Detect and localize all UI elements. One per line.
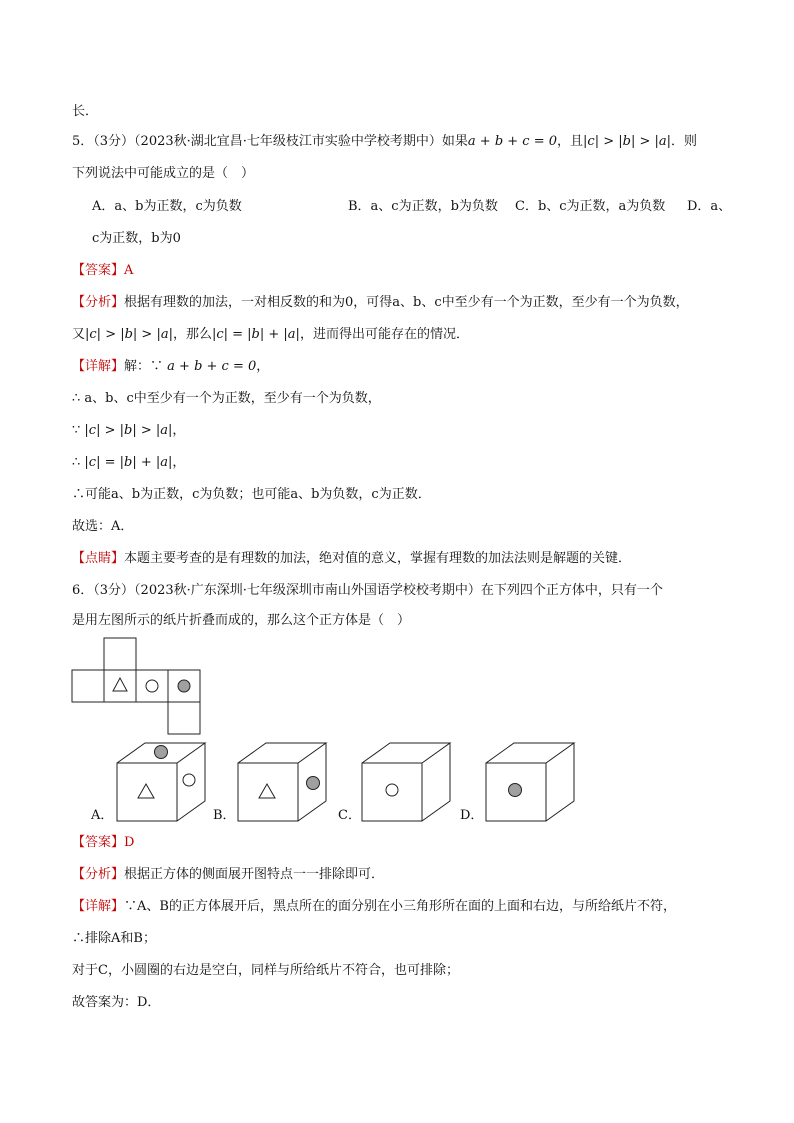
detail-text: ∵A、B的正方体展开后，黑点所在的面分别在小三角形所在面的上面和右边，与所给纸片不符，: [124, 899, 676, 914]
net-face-triangle: [104, 670, 136, 702]
step-text: ，: [172, 455, 186, 470]
q5-option-c: C．b、c为正数，a为负数: [515, 199, 666, 214]
cube-front-face: [238, 763, 298, 821]
answer-tag: 【答案】: [72, 263, 125, 278]
net-face-top: [104, 638, 136, 670]
analysis-text: 根据正方体的侧面展开图特点一一排除即可．: [124, 867, 385, 882]
q5-detail: [72, 357, 269, 377]
q5-option-b: B．a、c为正数，b为负数: [348, 199, 498, 214]
triangle-icon: [113, 678, 127, 691]
choice-label-d: D．: [460, 808, 484, 823]
detail-text: 解：∵: [124, 359, 164, 374]
cube-top-face: [362, 743, 450, 763]
cube-side-face: [177, 743, 205, 821]
cube-d: [486, 743, 574, 821]
q6-answer: [72, 833, 134, 853]
grey-dot-icon: [178, 680, 190, 692]
comment-text: 本题主要考查的是有理数的加法，绝对值的意义，掌握有理数的加法法则是解题的关键．: [124, 551, 632, 566]
analysis-tag: 【分析】: [72, 867, 125, 882]
q5-inequality: |c| > |b| > |a|: [583, 134, 671, 149]
choice-label-b: B．: [213, 808, 236, 823]
q5-analysis-line2: [72, 325, 469, 345]
q5-option-d: D．a、: [687, 199, 732, 214]
q6-meta: （3分）（2023秋·广东深圳·七年级深圳市南山外国语学校校考期中）: [93, 583, 481, 598]
detail-tag: 【详解】: [72, 899, 125, 914]
q6-number: 6．: [72, 583, 94, 598]
detail-tag: 【详解】: [72, 359, 125, 374]
q6-detail: [72, 897, 676, 917]
step-equation: |c| = |b| + |a|: [84, 455, 173, 470]
answer-value: D: [124, 835, 135, 850]
q5-step-4: ∴可能a、b为正数，c为负数；也可能a、b为负数，c为正数．: [72, 487, 431, 502]
q5-heading: [72, 132, 697, 152]
q5-step-1: ∴ a、b、c中至少有一个为正数，至少有一个为负数，: [72, 391, 381, 406]
q5-option-d-cont: c为正数，b为0: [92, 231, 181, 246]
net-face-bottom: [168, 702, 200, 734]
analysis-text: ，那么: [172, 327, 212, 342]
choice-label-a: A．: [91, 808, 114, 823]
q5-prompt: 下列说法中可能成立的是（ ）: [72, 166, 255, 181]
q6-text: 在下列四个正方体中，只有一个: [480, 583, 663, 598]
grey-dot-icon: [155, 746, 168, 759]
detail-text: ，: [256, 359, 270, 374]
because-symbol: ∵: [72, 423, 81, 438]
q5-answer: [72, 261, 133, 281]
grey-dot-icon: [307, 777, 320, 790]
detail-equation: a + b + c = 0: [167, 359, 257, 374]
cube-a: [117, 743, 205, 821]
therefore-symbol: ∴: [72, 455, 81, 470]
q5-text: 如果: [441, 134, 468, 149]
q5-analysis: [72, 293, 689, 313]
cube-front-face: [117, 763, 177, 821]
answer-value: A: [124, 263, 134, 278]
analysis-tag: 【分析】: [72, 295, 125, 310]
q5-step-5: 故选：A．: [72, 519, 134, 534]
q5-text-mid: ，且: [557, 134, 584, 149]
cube-front-face: [362, 763, 422, 821]
choice-label-c: C．: [338, 808, 361, 823]
cube-net: [72, 638, 200, 734]
step-inequality: |c| > |b| > |a|: [84, 423, 173, 438]
circle-icon: [386, 784, 398, 796]
grey-dot-icon: [509, 784, 522, 797]
cube-top-face: [238, 743, 326, 763]
analysis-equation: |c| = |b| + |a|: [211, 327, 300, 342]
analysis-inequality: |c| > |b| > |a|: [85, 327, 173, 342]
cube-top-face: [486, 743, 574, 763]
q5-equation: a + b + c = 0: [467, 134, 558, 149]
triangle-icon: [259, 784, 275, 798]
net-face-circle: [136, 670, 168, 702]
analysis-text: 根据有理数的加法，一对相反数的和为0，可得a、b、c中至少有一个为正数，至少有一个为负数，: [124, 295, 689, 310]
q6-detail-4: 故答案为：D．: [72, 995, 161, 1010]
comment-tag: 【点睛】: [72, 551, 125, 566]
q5-continuation: 长．: [72, 104, 99, 119]
step-text: ，: [172, 423, 186, 438]
q5-text-end: ．则: [671, 134, 698, 149]
q6-analysis: [72, 865, 384, 885]
q5-step-3: [72, 453, 185, 473]
q6-prompt: 是用左图所示的纸片折叠而成的，那么这个正方体是（ ）: [72, 613, 411, 628]
q5-comment: [72, 549, 631, 569]
triangle-icon: [138, 784, 154, 798]
q5-step-2: [72, 421, 185, 441]
cube-side-face: [546, 743, 574, 821]
q6-detail-2: ∴排除A和B；: [72, 931, 156, 946]
analysis-text: 又: [72, 327, 86, 342]
q5-meta: （3分）（2023秋·湖北宜昌·七年级枝江市实验中学校考期中）: [93, 134, 442, 149]
q5-option-a: A．a、b为正数，c为负数: [92, 199, 242, 214]
circle-icon: [183, 774, 195, 786]
net-face-left: [72, 670, 104, 702]
cube-b: [238, 743, 326, 821]
circle-icon: [146, 680, 158, 692]
cube-side-face: [422, 743, 450, 821]
answer-tag: 【答案】: [72, 835, 125, 850]
cube-c: [362, 743, 450, 821]
q5-number: 5．: [72, 134, 94, 149]
q6-detail-3: 对于C，小圆圈的右边是空白，同样与所给纸片不符合，也可排除；: [72, 963, 459, 978]
q6-heading: [72, 581, 663, 601]
analysis-text: ，进而得出可能存在的情况．: [299, 327, 469, 342]
